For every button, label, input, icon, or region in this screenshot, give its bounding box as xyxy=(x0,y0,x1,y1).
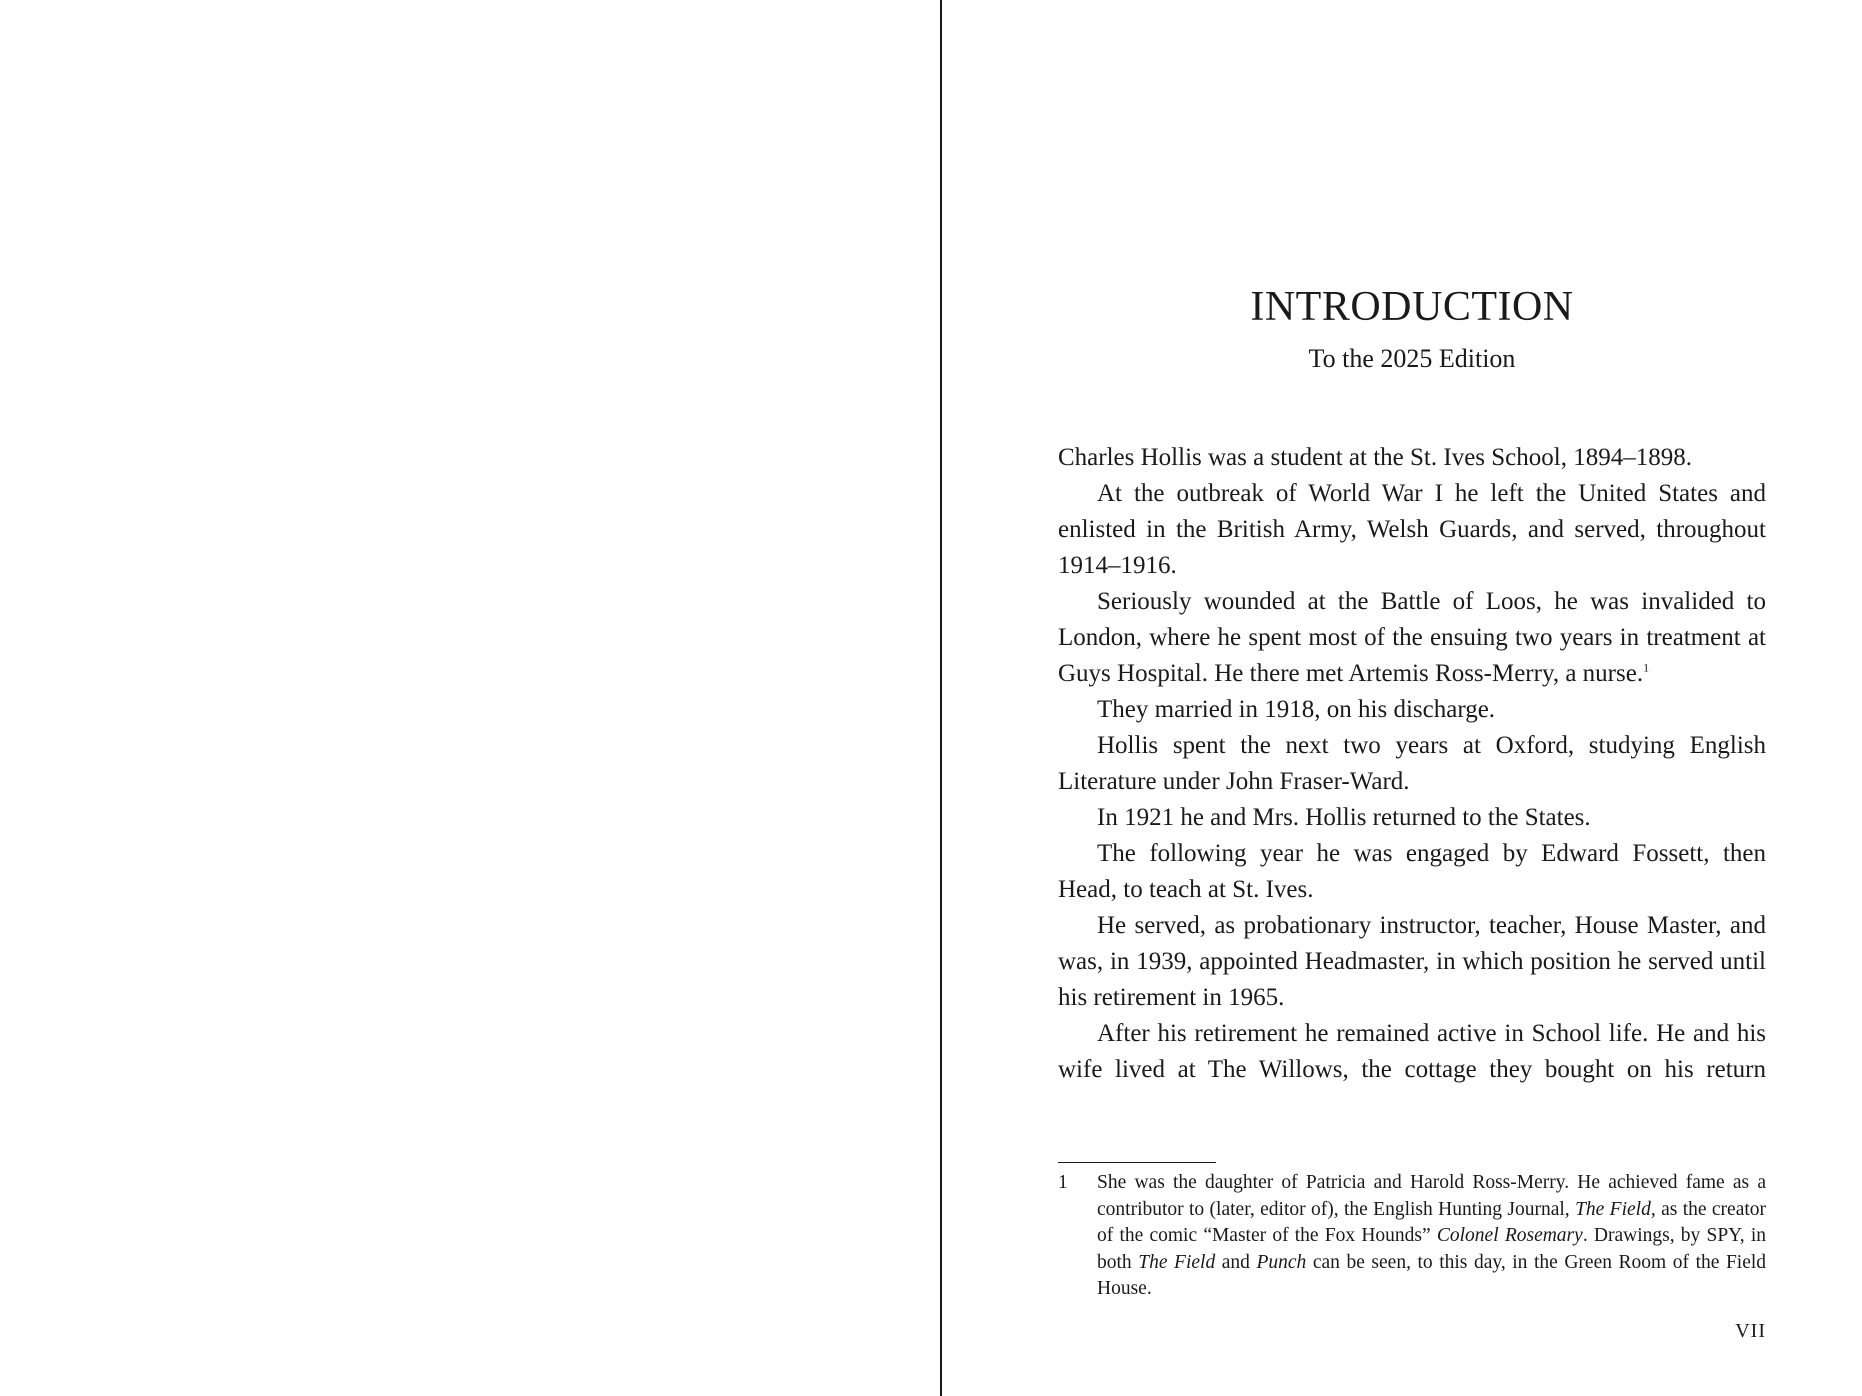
paragraph: The following year he was engaged by Edward Fossett, then Head, to teach at St. Ives. xyxy=(1058,840,1766,903)
footnote-segment: can be seen, to this day, in the Green Room of the Field House. xyxy=(1097,1251,1767,1299)
footnote xyxy=(1058,1170,1766,1303)
footnote-italic-title: The Field xyxy=(1575,1198,1651,1220)
paragraph-text: Seriously wounded at the Battle of Loos, he was invalided to London, where he spent most of the ensuing two years in treatment at Guys Hospital. He there met Artemis Ross-Merry, a nurse. xyxy=(1058,588,1766,687)
paragraph: After his retirement he remained active in School life. He and his wife lived at The Willows, the cottage they bought on his return xyxy=(1058,1020,1766,1083)
footnote-number: 1 xyxy=(1058,1172,1068,1193)
footnote-text xyxy=(1097,1170,1766,1303)
paragraph: Hollis spent the next two years at Oxford, studying English Literature under John Fraser-Ward. xyxy=(1058,732,1766,795)
footnote-rule xyxy=(1058,1162,1216,1163)
paragraph xyxy=(1058,584,1766,692)
body-text xyxy=(1058,440,1766,1088)
paragraph: At the outbreak of World War I he left the United States and enlisted in the British Army, Welsh Guards, and served, throughout 1914–1916. xyxy=(1058,480,1766,579)
paragraph: They married in 1918, on his discharge. xyxy=(1097,696,1496,723)
paragraph: In 1921 he and Mrs. Hollis returned to the States. xyxy=(1097,804,1591,831)
footnote-italic-title: The Field xyxy=(1138,1251,1216,1273)
page-title: INTRODUCTION xyxy=(1250,284,1574,330)
footnote-reference[interactable]: 1 xyxy=(1643,660,1650,675)
footnote-segment: and xyxy=(1215,1251,1257,1273)
footnote-italic-title: Colonel Rosemary xyxy=(1436,1225,1583,1246)
page-subtitle: To the 2025 Edition xyxy=(1308,344,1516,373)
footnote-segment: She was the daughter of Patricia and Harold Ross-Merry. He achieved fame as a contributor to (later, editor of), the English Hunting Journal, xyxy=(1097,1172,1766,1220)
paragraph: He served, as probationary instructor, teacher, House Master, and was, in 1939, appointed Headmaster, in which position he served until his retirement in 1965. xyxy=(1058,912,1766,1011)
footnote-italic-title: Punch xyxy=(1256,1251,1307,1273)
footnote-segment: . Drawings, by SPY, in both xyxy=(1097,1225,1766,1273)
paragraph: Charles Hollis was a student at the St. Ives School, 1894–1898. xyxy=(1058,444,1692,471)
page-number: VII xyxy=(1735,1320,1766,1342)
footnote-segment: , as the creator of the comic “Master of the Fox Hounds” xyxy=(1097,1198,1767,1246)
